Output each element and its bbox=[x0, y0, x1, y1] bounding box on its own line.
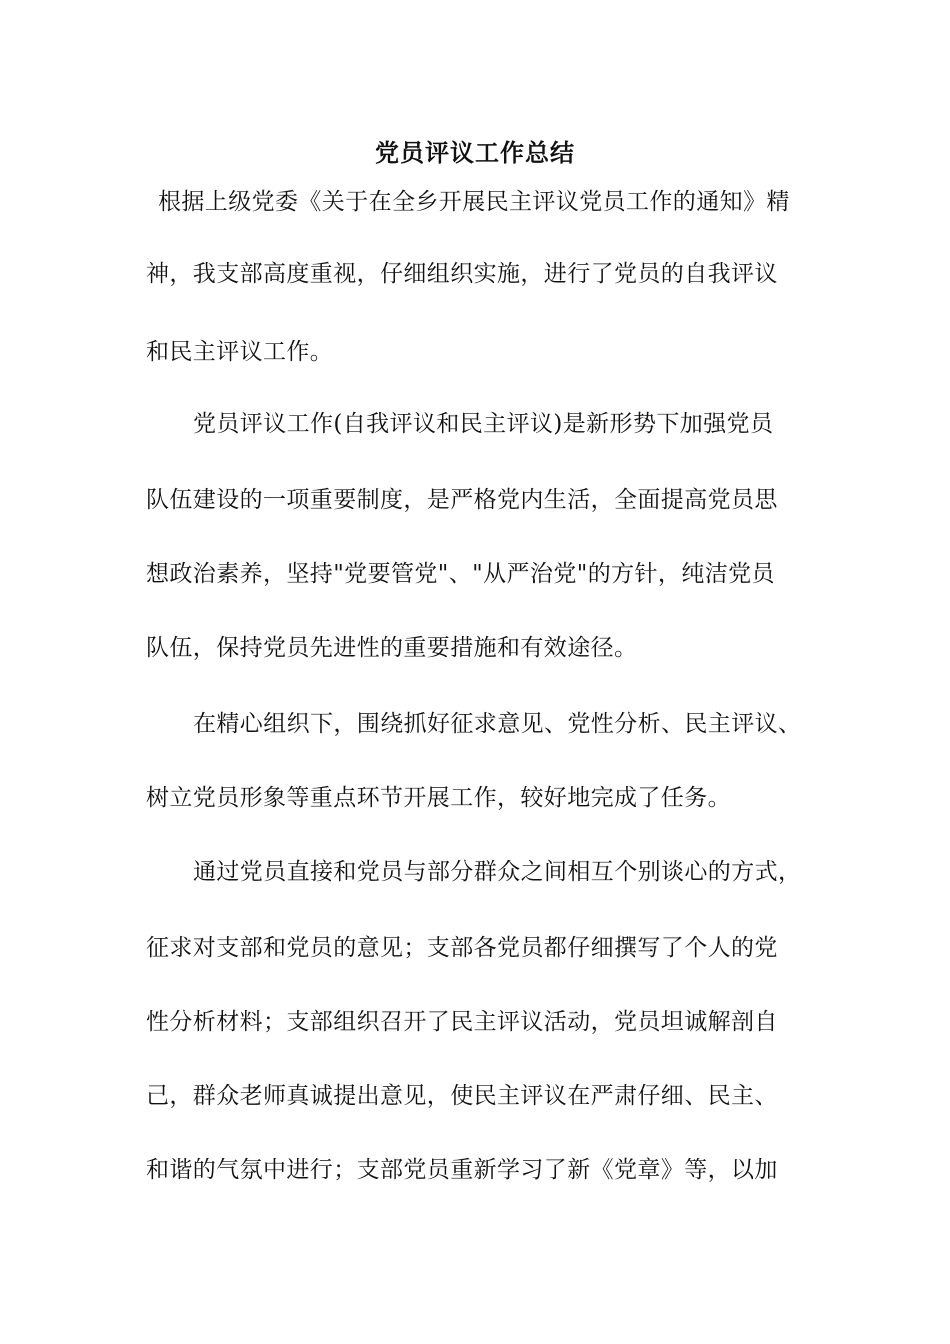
body-line: 队伍建设的一项重要制度，是严格党内生活，全面提高党员思 bbox=[146, 487, 778, 513]
body-line: 和谐的气氛中进行；支部党员重新学习了新《党章》等，以加 bbox=[146, 1157, 778, 1183]
body-line: 神，我支部高度重视，仔细组织实施，进行了党员的自我评议 bbox=[146, 261, 778, 287]
body-line: 通过党员直接和党员与部分群众之间相互个别谈心的方式， bbox=[193, 859, 802, 885]
body-line: 征求对支部和党员的意见；支部各党员都仔细撰写了个人的党 bbox=[146, 935, 778, 961]
body-line: 队伍，保持党员先进性的重要措施和有效途径。 bbox=[146, 635, 638, 661]
body-line: 党员评议工作(自我评议和民主评议)是新形势下加强党员 bbox=[193, 411, 774, 437]
body-line: 和民主评议工作。 bbox=[146, 339, 334, 365]
body-line: 性分析材料；支部组织召开了民主评议活动，党员坦诚解剖自 bbox=[146, 1009, 778, 1035]
body-line: 在精心组织下，围绕抓好征求意见、党性分析、民主评议、 bbox=[193, 711, 802, 737]
body-line: 己，群众老师真诚提出意见，使民主评议在严肃仔细、民主、 bbox=[146, 1083, 778, 1109]
body-line: 树立党员形象等重点环节开展工作，较好地完成了任务。 bbox=[146, 785, 731, 811]
body-line: 想政治素养，坚持"党要管党"、"从严治党"的方针，纯洁党员 bbox=[146, 561, 775, 587]
body-line: 根据上级党委《关于在全乡开展民主评议党员工作的通知》精 bbox=[158, 189, 790, 215]
document-title: 党员评议工作总结 bbox=[375, 138, 575, 167]
